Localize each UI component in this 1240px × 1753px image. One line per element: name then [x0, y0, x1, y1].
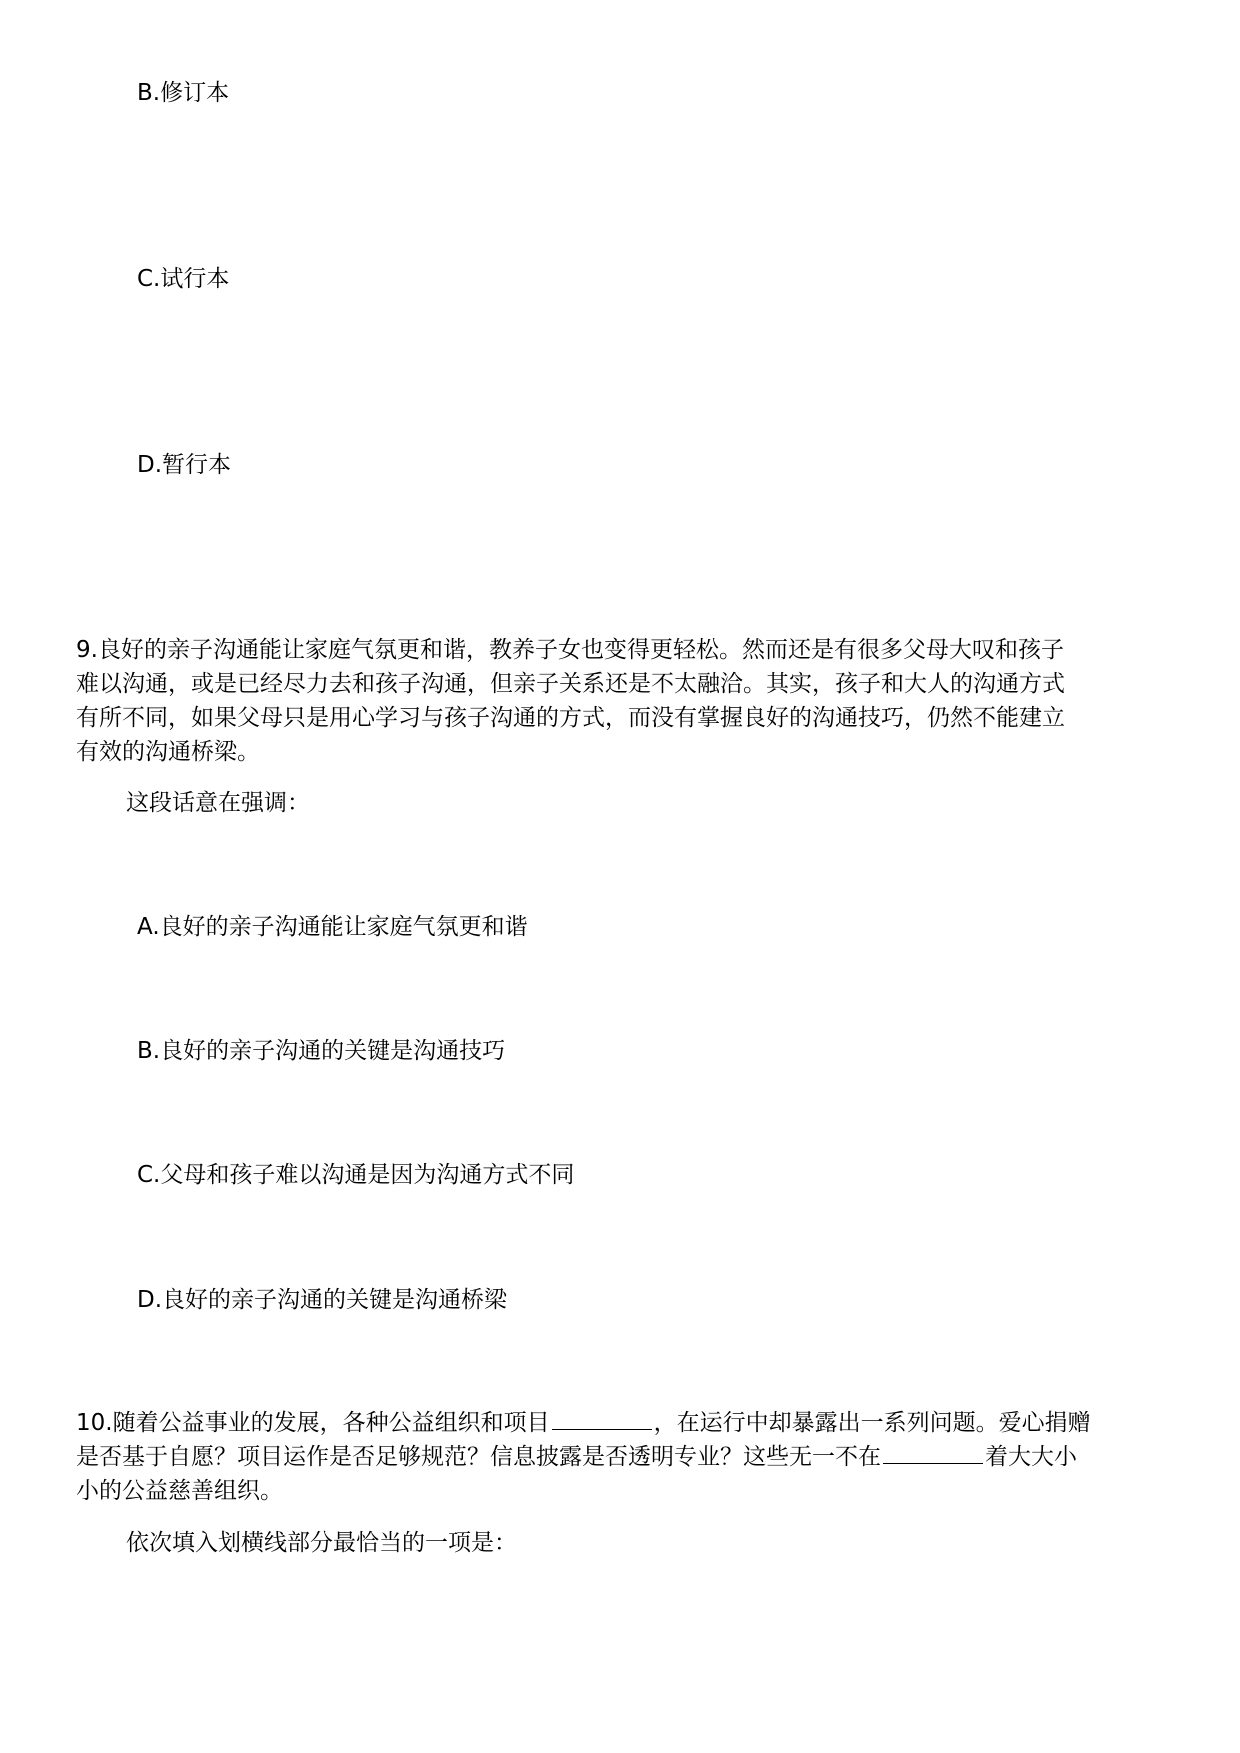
- q8-option-d: D.暂行本: [137, 452, 232, 478]
- q10-blank-1: [552, 1407, 652, 1430]
- q10-stem-line-1: [76, 1406, 1166, 1440]
- q9-stem: [76, 633, 1166, 769]
- q10-stem-line-2: [76, 1440, 1166, 1474]
- q8-option-b: B.修订本: [137, 80, 230, 106]
- q10-blank-2: [883, 1441, 983, 1464]
- q9-stem-line: 有所不同，如果父母只是用心学习与孩子沟通的方式，而没有掌握良好的沟通技巧，仍然不能建立: [76, 705, 1065, 731]
- q10-stem-text: 10.随着公益事业的发展，各种公益组织和项目: [76, 1410, 550, 1436]
- q10-stem-line-3: 小的公益慈善组织。: [76, 1478, 283, 1504]
- q9-prompt: 这段话意在强调：: [126, 790, 310, 816]
- q10-stem: [76, 1406, 1166, 1508]
- q10-prompt: 依次填入划横线部分最恰当的一项是：: [126, 1530, 517, 1556]
- q10-stem-text: ，在运行中却暴露出一系列问题。爱心捐赠: [653, 1410, 1091, 1436]
- q10-stem-text: 是否基于自愿？项目运作是否足够规范？信息披露是否透明专业？这些无一不在: [76, 1444, 881, 1470]
- q9-option-a: A.良好的亲子沟通能让家庭气氛更和谐: [137, 914, 528, 940]
- q10-stem-text: 着大大小: [985, 1444, 1077, 1470]
- q9-option-c: C.父母和孩子难以沟通是因为沟通方式不同: [137, 1162, 575, 1188]
- q9-stem-line: 有效的沟通桥梁。: [76, 739, 260, 765]
- q9-option-d: D.良好的亲子沟通的关键是沟通桥梁: [137, 1287, 508, 1313]
- q8-option-c: C.试行本: [137, 266, 230, 292]
- q9-stem-line: 难以沟通，或是已经尽力去和孩子沟通，但亲子关系还是不太融洽。其实，孩子和大人的沟通方式: [76, 671, 1065, 697]
- q9-stem-line: 9.良好的亲子沟通能让家庭气氛更和谐，教养子女也变得更轻松。然而还是有很多父母大叹和孩子: [76, 637, 1064, 663]
- q9-option-b: B.良好的亲子沟通的关键是沟通技巧: [137, 1038, 506, 1064]
